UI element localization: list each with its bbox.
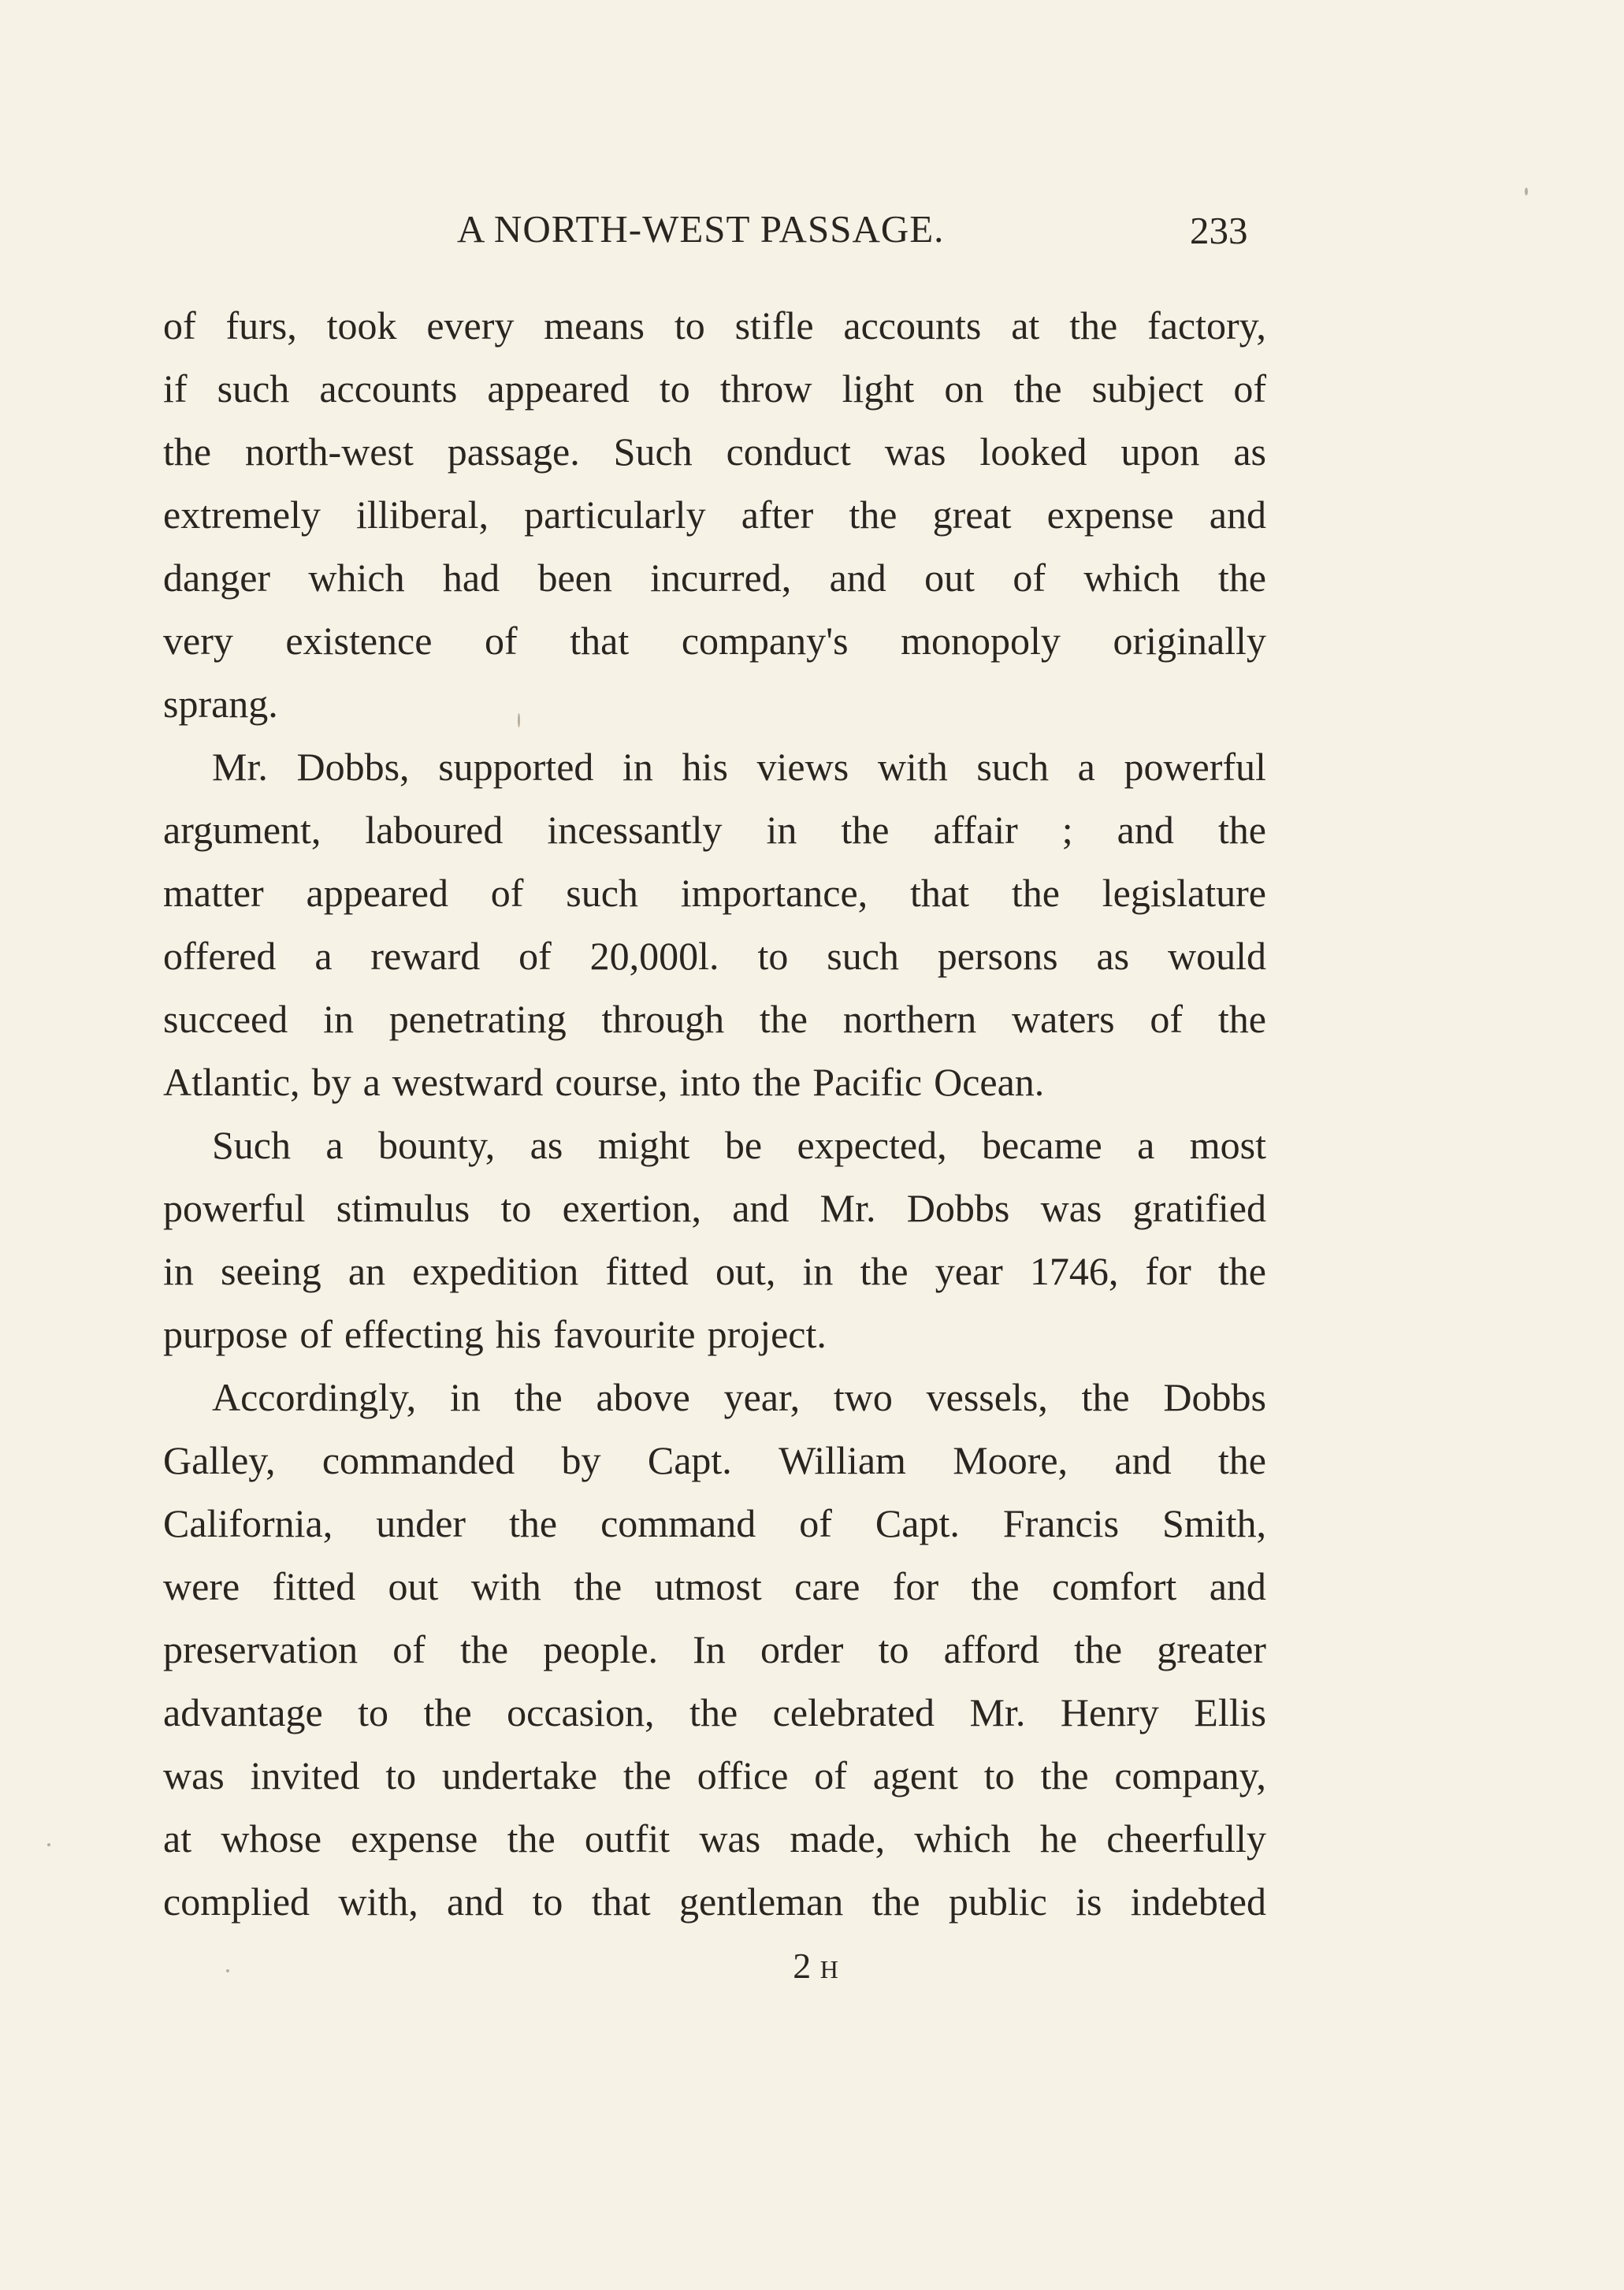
word: project. <box>707 1312 827 1356</box>
word: the <box>514 1375 563 1419</box>
word: was <box>884 429 946 474</box>
word: expedition <box>412 1249 579 1293</box>
word: order <box>760 1627 844 1671</box>
word: means <box>544 303 645 348</box>
word: preservation <box>163 1627 359 1671</box>
word: incurred, <box>650 556 792 600</box>
word: if <box>163 366 188 411</box>
word: might <box>597 1123 690 1167</box>
word: north-west <box>245 429 414 474</box>
word: appeared <box>487 366 630 411</box>
word: to <box>500 1186 532 1230</box>
word: commanded <box>321 1438 515 1482</box>
word: in <box>766 808 797 852</box>
text-line <box>163 672 1266 735</box>
word: out <box>388 1564 439 1608</box>
word: such <box>566 871 638 915</box>
word: most <box>1189 1123 1266 1167</box>
word: ; <box>1061 808 1073 852</box>
word: by <box>561 1438 601 1482</box>
word: importance, <box>680 871 868 915</box>
word: be <box>724 1123 763 1167</box>
word: views <box>756 745 849 789</box>
word: been <box>537 556 612 600</box>
text-line <box>163 1744 1266 1807</box>
word: the <box>759 997 808 1041</box>
word: would <box>1168 934 1266 978</box>
word: existence <box>285 619 433 663</box>
signature-mark <box>0 1945 1624 1987</box>
text-line <box>163 1366 1266 1429</box>
word: upon <box>1120 429 1200 474</box>
word: in <box>163 1249 194 1293</box>
word: particularly <box>524 493 706 537</box>
word: which <box>308 556 405 600</box>
word: was <box>1040 1186 1102 1230</box>
word: vessels, <box>926 1375 1048 1419</box>
word: greater <box>1157 1627 1266 1671</box>
word: that <box>910 871 969 915</box>
word: at <box>163 1816 192 1861</box>
text-line <box>163 861 1266 924</box>
word: for <box>1145 1249 1191 1293</box>
word: which <box>914 1816 1011 1861</box>
word: the <box>460 1627 509 1671</box>
text-line <box>163 1303 1266 1366</box>
word: Smith, <box>1162 1501 1266 1545</box>
word: of <box>490 871 524 915</box>
word: reward <box>370 934 481 978</box>
word: were <box>163 1564 240 1608</box>
word: powerful <box>1124 745 1266 789</box>
word: year, <box>723 1375 801 1419</box>
word: in <box>802 1249 834 1293</box>
word: Pacific <box>812 1060 923 1104</box>
word: Ellis <box>1194 1690 1266 1734</box>
word: gentleman <box>678 1879 844 1924</box>
word: for <box>892 1564 939 1608</box>
word: of <box>1233 366 1266 411</box>
word: celebrated <box>772 1690 935 1734</box>
word: undertake <box>441 1753 598 1797</box>
word: to <box>385 1753 417 1797</box>
text-line <box>163 735 1266 798</box>
word: as <box>530 1123 563 1167</box>
word: danger <box>163 556 271 600</box>
word: which <box>1083 556 1180 600</box>
word: advantage <box>163 1690 323 1734</box>
word: Mr. <box>212 745 268 789</box>
word: by <box>311 1060 351 1104</box>
word: the <box>849 493 897 537</box>
paper-speck <box>518 713 520 727</box>
word: expense <box>1046 493 1174 537</box>
word: a <box>325 1123 344 1167</box>
text-line <box>163 420 1266 483</box>
word: the <box>509 1501 558 1545</box>
page-number: 233 <box>1190 209 1248 252</box>
word: illiberal, <box>356 493 489 537</box>
signature-letter: H <box>819 1955 839 1983</box>
word: occasion, <box>507 1690 655 1734</box>
word: passage. <box>447 429 580 474</box>
word: to <box>532 1879 563 1924</box>
word: he <box>1039 1816 1078 1861</box>
word: legislature <box>1102 871 1266 915</box>
word: affair <box>933 808 1018 852</box>
body-text <box>163 294 1266 1933</box>
word: his <box>495 1312 542 1356</box>
word: to <box>674 303 705 348</box>
word: with, <box>338 1879 418 1924</box>
word: under <box>376 1501 466 1545</box>
word: factory, <box>1147 303 1266 348</box>
word: at <box>1011 303 1040 348</box>
word: 1746, <box>1029 1249 1119 1293</box>
word: course, <box>555 1060 668 1104</box>
word: care <box>794 1564 860 1608</box>
word: expense <box>351 1816 478 1861</box>
word: such <box>976 745 1049 789</box>
word: to <box>878 1627 909 1671</box>
word: the <box>1013 366 1062 411</box>
word: penetrating <box>388 997 567 1041</box>
word: and <box>732 1186 790 1230</box>
word: of <box>1150 997 1184 1041</box>
word: the <box>1217 808 1266 852</box>
word: and <box>1114 1438 1172 1482</box>
word: people. <box>543 1627 659 1671</box>
word: was <box>699 1816 761 1861</box>
word: of <box>163 303 196 348</box>
word: of <box>518 934 552 978</box>
word: the <box>871 1879 920 1924</box>
word: expected, <box>797 1123 947 1167</box>
text-line <box>163 1492 1266 1555</box>
word: the <box>1040 1753 1089 1797</box>
word: fitted <box>605 1249 689 1293</box>
word: that <box>570 619 630 663</box>
word: the <box>1217 556 1266 600</box>
word: exertion, <box>562 1186 701 1230</box>
word: public <box>948 1879 1047 1924</box>
word: as <box>1096 934 1130 978</box>
word: the <box>1081 1375 1130 1419</box>
text-line <box>163 987 1266 1050</box>
word: Atlantic, <box>163 1060 300 1104</box>
word: the <box>1217 997 1266 1041</box>
word: and <box>1209 493 1266 537</box>
running-header <box>0 206 1624 262</box>
word: through <box>601 997 725 1041</box>
word: the <box>971 1564 1020 1608</box>
word: powerful <box>163 1186 306 1230</box>
word: made, <box>790 1816 886 1861</box>
word: a <box>314 934 333 978</box>
word: of <box>392 1627 426 1671</box>
text-line <box>163 1870 1266 1933</box>
word: a <box>1077 745 1095 789</box>
word: to <box>983 1753 1015 1797</box>
text-line <box>163 1113 1266 1177</box>
word: above <box>596 1375 690 1419</box>
word: incessantly <box>547 808 723 852</box>
word: utmost <box>654 1564 762 1608</box>
word: throw <box>719 366 812 411</box>
word: northern <box>842 997 977 1041</box>
word: the <box>163 429 212 474</box>
word: and <box>1117 808 1174 852</box>
signature-number: 2 <box>793 1946 812 1986</box>
word: offered <box>163 934 277 978</box>
paper-speck <box>1525 188 1528 195</box>
word: Capt. <box>647 1438 732 1482</box>
word: accounts <box>843 303 982 348</box>
word: after <box>741 493 814 537</box>
word: of <box>485 619 518 663</box>
word: cheerfully <box>1106 1816 1266 1861</box>
word: monopoly <box>901 619 1061 663</box>
word: California, <box>163 1501 333 1545</box>
word: seeing <box>221 1249 321 1293</box>
word: appeared <box>306 871 448 915</box>
word: of <box>799 1501 832 1545</box>
text-line <box>163 294 1266 357</box>
word: of <box>299 1312 333 1356</box>
text-line <box>163 1618 1266 1681</box>
word: in <box>622 745 653 789</box>
word: Ocean. <box>934 1060 1045 1104</box>
text-line <box>163 1429 1266 1492</box>
word: the <box>1217 1249 1266 1293</box>
word: in <box>323 997 354 1041</box>
paper-speck <box>47 1843 50 1846</box>
word: the <box>860 1249 909 1293</box>
word: Dobbs, <box>296 745 410 789</box>
word: that <box>591 1879 651 1924</box>
word: bounty, <box>378 1123 496 1167</box>
word: the <box>1217 1438 1266 1482</box>
text-line <box>163 1177 1266 1240</box>
word: stimulus <box>336 1186 470 1230</box>
word: out <box>924 556 975 600</box>
text-line <box>163 798 1266 861</box>
word: Accordingly, <box>212 1375 417 1419</box>
word: supported <box>438 745 594 789</box>
word: and <box>829 556 886 600</box>
text-line <box>163 924 1266 987</box>
word: laboured <box>365 808 504 852</box>
word: command <box>600 1501 756 1545</box>
word: company's <box>681 619 849 663</box>
word: Mr. <box>969 1690 1026 1734</box>
word: the <box>841 808 890 852</box>
word: accounts <box>319 366 458 411</box>
word: matter <box>163 871 264 915</box>
word: William <box>779 1438 906 1482</box>
word: year <box>935 1249 1003 1293</box>
word: 20,000l. <box>589 934 719 978</box>
word: Capt. <box>875 1501 960 1545</box>
word: and <box>1209 1564 1266 1608</box>
word: Dobbs <box>906 1186 1010 1230</box>
word: invited <box>250 1753 360 1797</box>
paper-speck <box>226 1969 229 1972</box>
word: with <box>470 1564 541 1608</box>
word: effecting <box>344 1312 484 1356</box>
word: of <box>1013 556 1046 600</box>
word: Dobbs <box>1163 1375 1266 1419</box>
word: Francis <box>1002 1501 1120 1545</box>
word: looked <box>979 429 1087 474</box>
word: is <box>1076 1879 1102 1924</box>
word: outfit <box>584 1816 671 1861</box>
word: and <box>447 1879 504 1924</box>
word: argument, <box>163 808 321 852</box>
word: to <box>358 1690 389 1734</box>
word: Such <box>212 1123 291 1167</box>
word: his <box>682 745 728 789</box>
word: office <box>697 1753 789 1797</box>
word: a <box>362 1060 381 1104</box>
word: out, <box>715 1249 776 1293</box>
word: furs, <box>225 303 297 348</box>
word: in <box>449 1375 481 1419</box>
word: agent <box>872 1753 958 1797</box>
text-line <box>163 609 1266 672</box>
word: In <box>693 1627 726 1671</box>
word: of <box>814 1753 847 1797</box>
word: conduct <box>726 429 851 474</box>
word: great <box>932 493 1012 537</box>
text-line <box>163 1807 1266 1870</box>
text-line <box>163 1681 1266 1744</box>
word: as <box>1233 429 1266 474</box>
running-title: A NORTH-WEST PASSAGE. <box>457 207 945 251</box>
word: a <box>1137 1123 1155 1167</box>
word: originally <box>1113 619 1266 663</box>
word: Galley, <box>163 1438 276 1482</box>
text-line <box>163 1555 1266 1618</box>
word: Such <box>613 429 693 474</box>
text-line <box>163 357 1266 420</box>
word: into <box>679 1060 741 1104</box>
text-line <box>163 1050 1266 1113</box>
word: the <box>507 1816 556 1861</box>
word: to <box>757 934 789 978</box>
word: two <box>833 1375 893 1419</box>
word: stifle <box>734 303 814 348</box>
word: company, <box>1114 1753 1266 1797</box>
word: the <box>753 1060 801 1104</box>
word: such <box>827 934 899 978</box>
word: with <box>877 745 948 789</box>
word: very <box>163 619 233 663</box>
word: the <box>689 1690 738 1734</box>
word: the <box>1011 871 1060 915</box>
word: the <box>423 1690 472 1734</box>
word: the <box>1073 1627 1123 1671</box>
word: waters <box>1012 997 1115 1041</box>
word: purpose <box>163 1312 288 1356</box>
word: such <box>217 366 290 411</box>
word: Henry <box>1060 1690 1159 1734</box>
word: an <box>347 1249 386 1293</box>
word: had <box>442 556 500 600</box>
word: persons <box>937 934 1058 978</box>
word: Moore, <box>953 1438 1068 1482</box>
word: was <box>163 1753 225 1797</box>
word: westward <box>392 1060 544 1104</box>
word: favourite <box>553 1312 696 1356</box>
word: comfort <box>1052 1564 1177 1608</box>
word: gratified <box>1132 1186 1266 1230</box>
word: subject <box>1091 366 1204 411</box>
word: became <box>982 1123 1102 1167</box>
word: the <box>622 1753 671 1797</box>
word: to <box>659 366 690 411</box>
word: whose <box>221 1816 322 1861</box>
word: took <box>326 303 397 348</box>
word: on <box>944 366 984 411</box>
word: light <box>842 366 915 411</box>
word: the <box>1069 303 1118 348</box>
word: extremely <box>163 493 321 537</box>
word: indebted <box>1130 1879 1266 1924</box>
text-line <box>163 1240 1266 1303</box>
word: succeed <box>163 997 288 1041</box>
text-line <box>163 483 1266 546</box>
word: afford <box>943 1627 1039 1671</box>
word: Mr. <box>819 1186 876 1230</box>
word: every <box>426 303 515 348</box>
text-line <box>163 546 1266 609</box>
word: complied <box>163 1879 310 1924</box>
word: sprang. <box>163 682 278 726</box>
word: fitted <box>272 1564 356 1608</box>
word: the <box>574 1564 622 1608</box>
